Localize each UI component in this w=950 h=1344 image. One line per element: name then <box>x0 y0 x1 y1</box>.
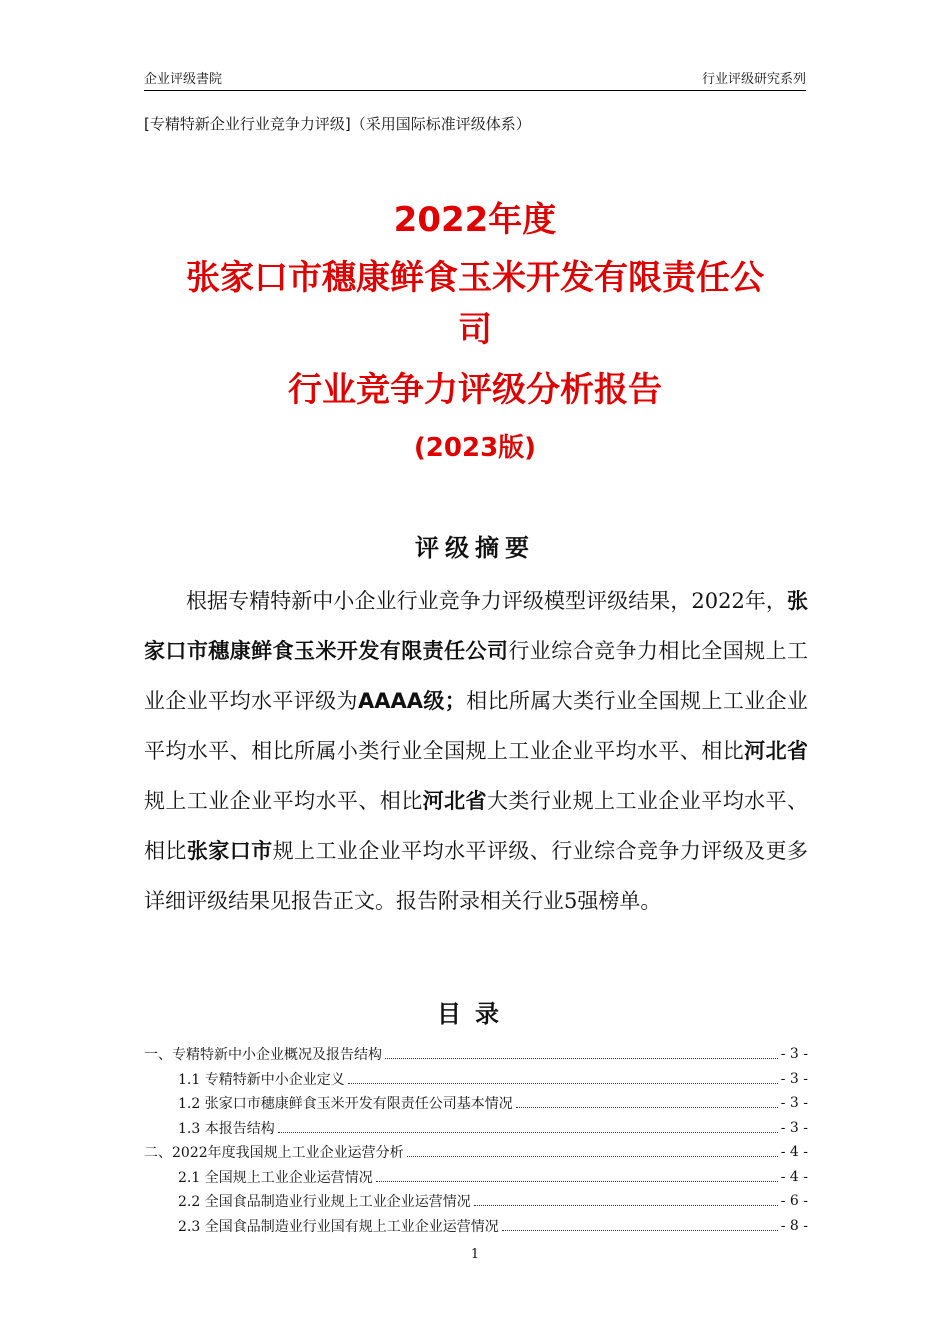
page-header <box>144 66 806 91</box>
rating-grade-bold: AAAA级； <box>357 689 466 713</box>
title-edition: (2023版) <box>413 433 537 463</box>
summary-paragraph <box>144 576 808 926</box>
toc-page: - 3 - <box>780 1046 808 1063</box>
toc-label: 二、2022年度我国规上工业企业运营分析 <box>144 1145 404 1162</box>
summary-text: 大类行业规上工业企业平均水平、相比 <box>144 789 809 863</box>
summary-text: 规上工业企业平均水平评级、行业综合竞争力评级及更多详细评级结果见报告正文。报告附录相关行业5强榜单。 <box>144 839 809 913</box>
toc-page: - 3 - <box>780 1070 808 1087</box>
toc-leader <box>385 1049 778 1059</box>
province-bold: 河北省 <box>744 739 809 763</box>
toc-label: 1.1 专精特新中小企业定义 <box>178 1071 345 1088</box>
toc-label: 2.1 全国规上工业企业运营情况 <box>178 1169 373 1186</box>
toc-label: 一、专精特新中小企业概况及报告结构 <box>144 1047 382 1064</box>
summary-text: 根据专精特新中小企业行业竞争力评级模型评级结果，2022年， <box>186 589 787 613</box>
title-company-line2: 司 <box>458 310 492 350</box>
title-company-line1: 张家口市穗康鲜食玉米开发有限责任公 <box>186 258 764 298</box>
toc-label: 2.3 全国食品制造业行业国有规上工业企业运营情况 <box>178 1218 499 1235</box>
toc-page: - 8 - <box>780 1217 808 1234</box>
toc-page: - 3 - <box>780 1095 808 1112</box>
summary-text: 行业综合竞争力相比全国规上工业企业平均水平评级为 <box>144 639 809 713</box>
summary-body <box>144 576 808 926</box>
toc-leader <box>376 1172 778 1182</box>
summary-heading: 评级摘要 <box>415 534 535 562</box>
toc-page: - 4 - <box>780 1144 808 1161</box>
table-of-contents <box>144 1042 808 1238</box>
title-company <box>100 252 850 356</box>
header-right: 行业评级研究系列 <box>701 72 806 87</box>
header-left: 企业评级書院 <box>144 72 223 87</box>
toc-page: - 3 - <box>780 1119 808 1136</box>
summary-text: 规上工业企业平均水平、相比 <box>144 789 423 813</box>
toc-entry[interactable] <box>144 1091 808 1116</box>
toc-entry[interactable] <box>144 1116 808 1141</box>
page-number: 1 <box>470 1247 480 1262</box>
toc-leader <box>278 1123 778 1133</box>
toc-entry[interactable] <box>144 1042 808 1067</box>
toc-leader <box>474 1196 778 1206</box>
toc-page: - 6 - <box>780 1193 808 1210</box>
toc-page: - 4 - <box>780 1168 808 1185</box>
toc-entry[interactable] <box>144 1067 808 1092</box>
toc-leader <box>516 1098 778 1108</box>
city-bold: 张家口市 <box>186 839 273 863</box>
toc-entry[interactable] <box>144 1165 808 1190</box>
title-report: 行业竞争力评级分析报告 <box>288 370 662 410</box>
toc-leader <box>502 1221 778 1231</box>
toc-leader <box>407 1147 778 1157</box>
summary-text: 相比所属大类行业全国规上工业企业平均水平、相比所属小类行业全国规上工业企业平均水平、相比 <box>144 689 809 763</box>
toc-heading: 目录 <box>437 1000 513 1028</box>
company-name-bold: 张家口市穗康鲜食玉米开发有限责任公司 <box>144 589 808 663</box>
toc-leader <box>348 1074 778 1084</box>
toc-entry[interactable] <box>144 1189 808 1214</box>
toc-entry[interactable] <box>144 1214 808 1239</box>
province-bold: 河北省 <box>422 789 487 813</box>
toc-label: 2.2 全国食品制造业行业规上工业企业运营情况 <box>178 1194 471 1211</box>
toc-label: 1.3 本报告结构 <box>178 1120 275 1137</box>
toc-label: 1.2 张家口市穗康鲜食玉米开发有限责任公司基本情况 <box>178 1096 513 1113</box>
report-tagline: [专精特新企业行业竞争力评级]（采用国际标准评级体系） <box>144 115 531 133</box>
toc-entry[interactable] <box>144 1140 808 1165</box>
title-year: 2022年度 <box>393 200 557 240</box>
